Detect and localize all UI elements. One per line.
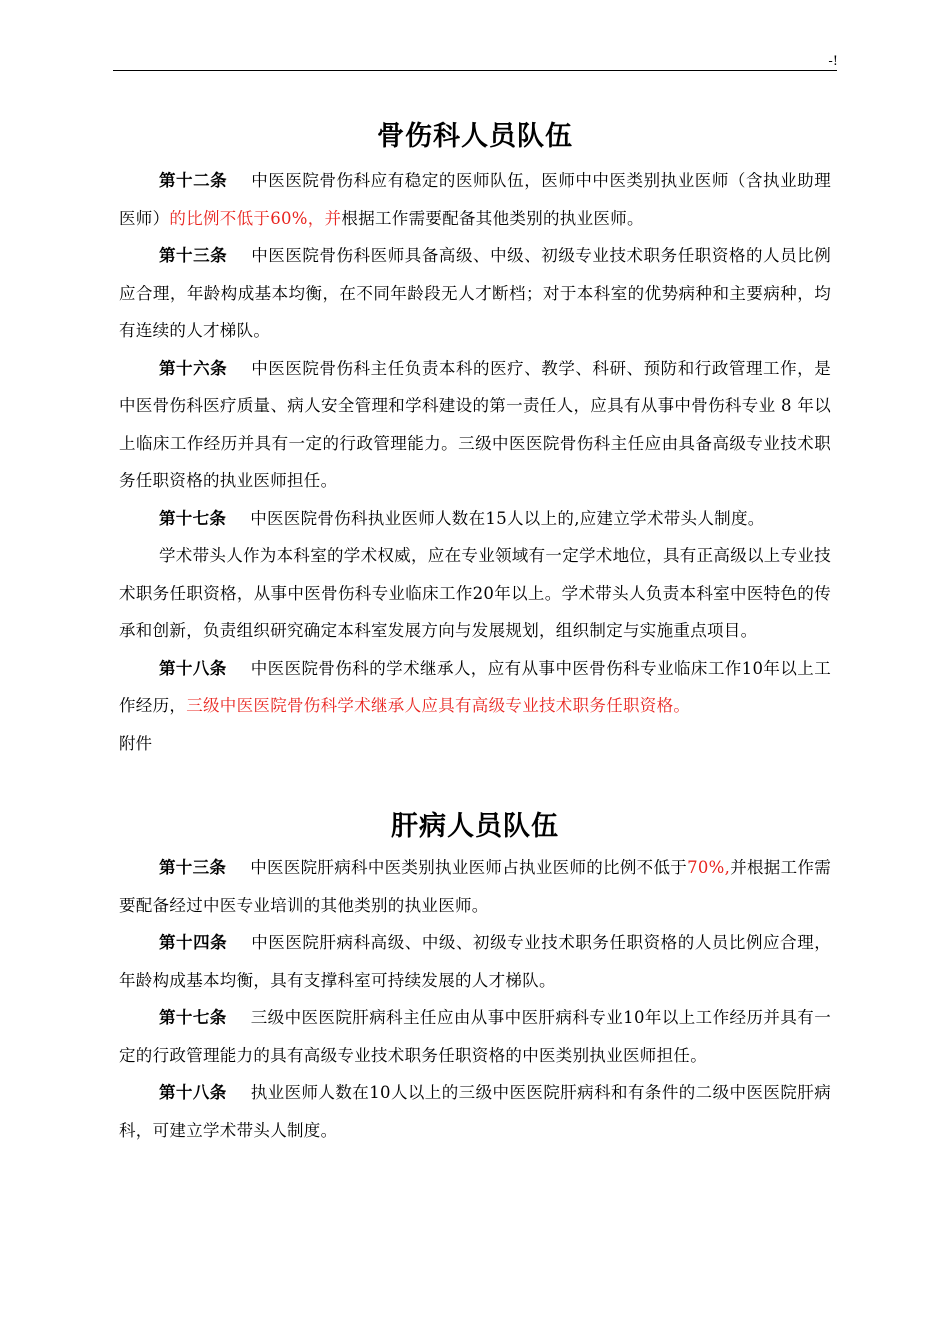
section-orthopedics-body — [119, 162, 831, 762]
header-mark: -! — [828, 54, 838, 69]
article-label: 第十八条 — [159, 1083, 227, 1102]
article-label: 第十七条 — [159, 1008, 227, 1027]
article-text: 三级中医医院肝病科主任应由从事中医肝病科专业10年以上工作经历并具有一定的行政管理能力的具有高级专业技术职务任职资格的中医类别执业医师担任。 — [119, 1008, 831, 1065]
section-title-orthopedics: 骨伤科人员队伍 — [377, 121, 573, 152]
attachment-label: 附件 — [119, 733, 152, 753]
article-text: 中医医院骨伤科执业医师人数在15人以上的,应建立学术带头人制度。 — [250, 508, 765, 528]
highlight-text: 三级中医医院骨伤科学术继承人应具有高级专业技术职务任职资格。 — [186, 696, 691, 715]
section-liver-body — [119, 849, 831, 1149]
liver-article-13 — [119, 849, 831, 924]
article-text: 学术带头人作为本科室的学术权威，应在专业领域有一定学术地位，具有正高级以上专业技术职务任职资格，从事中医骨伤科专业临床工作20年以上。学术带头人负责本科室中医特色的传承和创新，负责组织研究确定本科室发展方向与发展规划，组织制定与实施重点项目。 — [119, 546, 831, 640]
highlight-text: 70%, — [687, 858, 731, 877]
liver-article-17 — [119, 999, 831, 1074]
article-label: 第十四条 — [159, 933, 228, 952]
liver-article-18 — [119, 1074, 831, 1149]
header-rule — [113, 70, 837, 71]
article-label: 第十八条 — [159, 658, 227, 678]
article-17 — [119, 500, 831, 538]
article-text: 中医医院骨伤科医师具备高级、中级、初级专业技术职务任职资格的人员比例应合理，年龄构成基本均衡，在不同年龄段无人才断档；对于本科室的优势病种和主要病种，均有连续的人才梯队。 — [119, 246, 832, 340]
article-13 — [119, 237, 831, 350]
article-text: 中医医院骨伤科主任负责本科的医疗、教学、科研、预防和行政管理工作，是中医骨伤科医疗质量、病人安全管理和学科建设的第一责任人，应具有从事中骨伤科专业 8 年以上临床工作经历并具有一定的行政管理能力。三级中医医院骨伤科主任应由具备高级专业技术职务任职资格的执业医师担任。 — [119, 358, 832, 490]
article-text: 根据工作需要配备其他类别的执业医师。 — [341, 208, 644, 228]
article-text: 并根据工作需要配备经过中医专业培训的其他类别的执业医师。 — [119, 858, 831, 915]
article-label: 第十三条 — [159, 246, 228, 265]
article-text: 执业医师人数在10人以上的三级中医医院肝病科和有条件的二级中医医院肝病科，可建立学术带头人制度。 — [119, 1083, 831, 1140]
article-18 — [119, 650, 831, 725]
article-label: 第十七条 — [159, 508, 227, 528]
article-16 — [119, 350, 831, 500]
article-text: 中医医院骨伤科的学术继承人，应有从事中医骨伤科专业临床工作10年以上工作经历， — [119, 658, 831, 715]
article-text: 中医医院肝病科中医类别执业医师占执业医师的比例不低于 — [250, 858, 688, 877]
section-title-liver: 肝病人员队伍 — [391, 811, 559, 842]
highlight-text: 的比例不低于60%，并 — [169, 208, 342, 228]
article-label: 第十六条 — [159, 358, 228, 378]
article-12 — [119, 162, 831, 237]
article-text: 中医医院骨伤科应有稳定的医师队伍，医师中中医类别执业医师（含执业助理医师） — [119, 171, 832, 228]
article-label: 第十三条 — [159, 858, 227, 877]
liver-article-14 — [119, 924, 831, 999]
article-text: 中医医院肝病科高级、中级、初级专业技术职务任职资格的人员比例应合理，年龄构成基本均衡，具有支撑科室可持续发展的人才梯队。 — [119, 933, 832, 990]
article-17-continued — [119, 537, 831, 650]
article-label: 第十二条 — [159, 171, 228, 190]
